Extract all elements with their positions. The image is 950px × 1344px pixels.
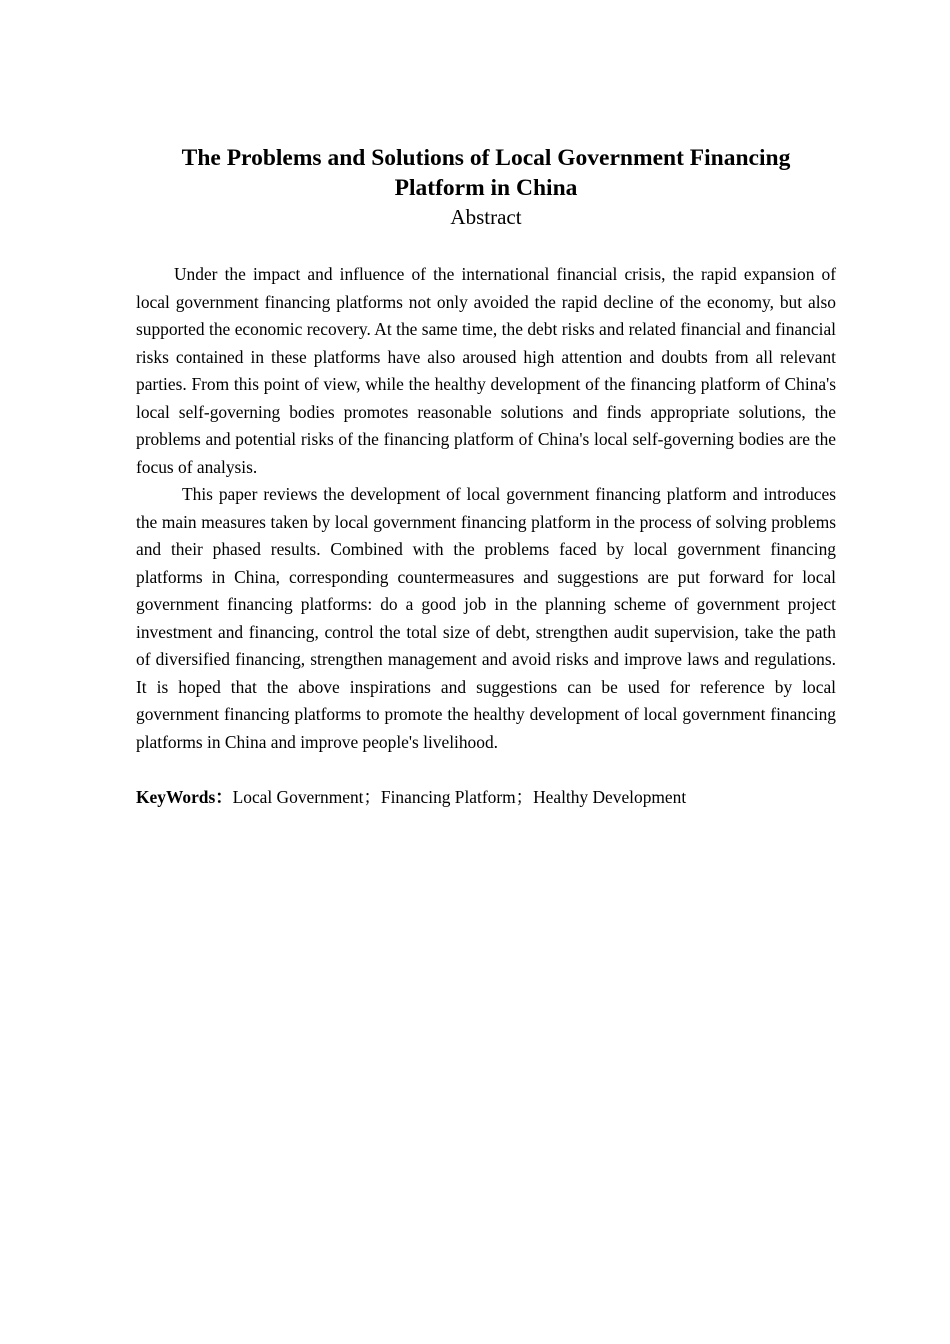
- abstract-heading: Abstract: [450, 205, 522, 229]
- keyword-item: Financing Platform: [380, 787, 516, 807]
- keyword-item: Local Government: [232, 787, 364, 807]
- keyword-separator: ；: [363, 787, 381, 807]
- keywords-line: [136, 784, 836, 812]
- keyword-item: Healthy Development: [533, 787, 687, 807]
- abstract-paragraph-2: This paper reviews the development of local government financing platform and introduces the main measures taken by local government financing platform in the process of solving problems and their phased results. Combined with the problems faced by local government financing platforms in China, corresponding countermeasures and suggestions are put forward for local government financing platforms: do a good job in the planning scheme of government project investment and financing, control the total size of debt, strengthen audit supervision, take the path of diversified financing, strengthen management and avoid risks and improve laws and regulations. It is hoped that the above inspirations and suggestions can be used for reference by local government financing platforms to promote the healthy development of local government financing platforms in China and improve people's livelihood.: [136, 484, 836, 752]
- keyword-separator: ；: [515, 787, 534, 807]
- document-page: [136, 143, 836, 812]
- paper-title: The Problems and Solutions of Local Government Financing Platform in China: [181, 145, 791, 201]
- abstract-paragraph-1: Under the impact and influence of the international financial crisis, the rapid expansion of local government financing platforms not only avoided the rapid decline of the economy, but also supported the economic recovery. At the same time, the debt risks and related financial and financial risks contained in these platforms have also aroused high attention and doubts from all relevant parties. From this point of view, while the healthy development of the financing platform of China's local self-governing bodies promotes reasonable solutions and finds appropriate solutions, the problems and potential risks of the financing platform of China's local self-governing bodies are the focus of analysis.: [136, 264, 836, 477]
- keywords-label: KeyWords：: [136, 787, 233, 807]
